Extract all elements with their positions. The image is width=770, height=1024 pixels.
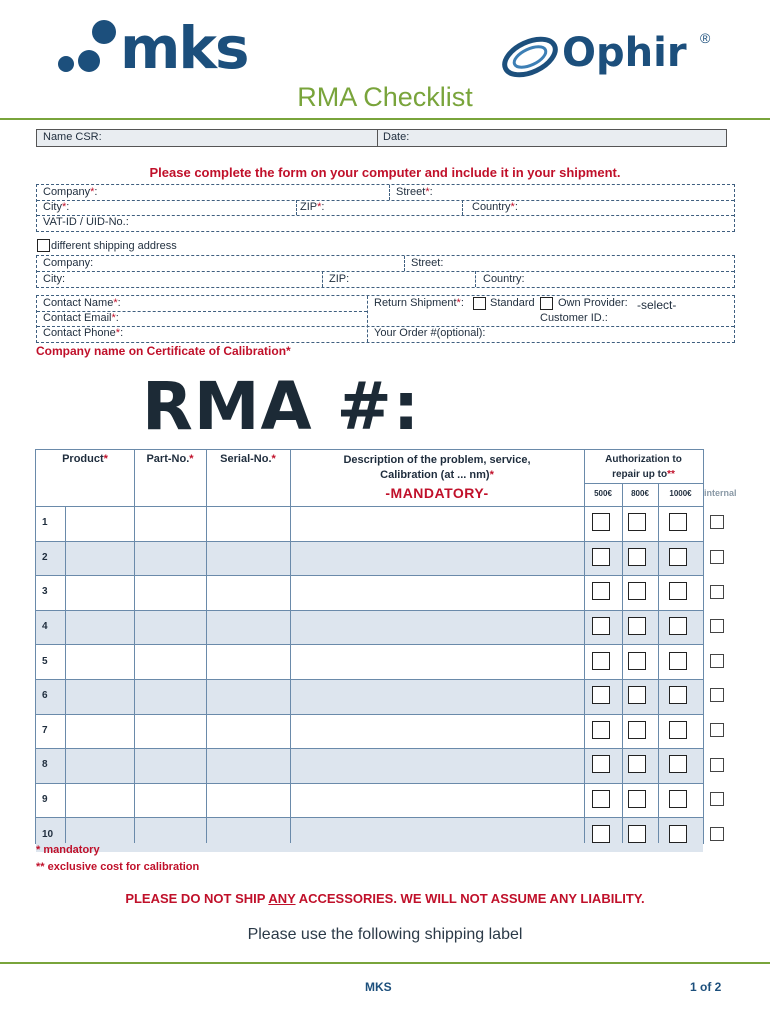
internal-checkbox[interactable]: [710, 619, 724, 633]
shipping-box: [36, 255, 735, 288]
row-number: 6: [42, 690, 48, 702]
return-shipment-label: Return Shipment*:: [374, 297, 464, 309]
own-provider-checkbox[interactable]: [540, 297, 553, 310]
provider-select[interactable]: -select-: [637, 298, 677, 312]
ship-city-field[interactable]: City:: [43, 273, 65, 285]
authorization-checkbox-800[interactable]: [628, 617, 646, 635]
row-number: 8: [42, 759, 48, 771]
authorization-checkbox-1000[interactable]: [669, 617, 687, 635]
row-number: 3: [42, 586, 48, 598]
authorization-checkbox-500[interactable]: [592, 790, 610, 808]
authorization-checkbox-800[interactable]: [628, 582, 646, 600]
address-box: [36, 184, 735, 232]
authorization-checkbox-1000[interactable]: [669, 582, 687, 600]
authorization-checkbox-1000[interactable]: [669, 790, 687, 808]
authorization-checkbox-800[interactable]: [628, 686, 646, 704]
internal-checkbox[interactable]: [710, 550, 724, 564]
company-field[interactable]: Company*:: [43, 186, 98, 198]
date-field[interactable]: Date:: [383, 131, 410, 143]
internal-checkbox[interactable]: [710, 723, 724, 737]
different-shipping-checkbox[interactable]: [37, 239, 50, 252]
authorization-checkbox-1000[interactable]: [669, 652, 687, 670]
footer-brand: MKS: [365, 980, 392, 994]
amount-1000-header: 1000€: [669, 489, 692, 498]
contact-email-field[interactable]: Contact Email*:: [43, 312, 119, 324]
footer-divider: [0, 962, 770, 964]
warning-text: PLEASE DO NOT SHIP ANY ACCESSORIES. WE WILL NOT ASSUME ANY LIABILITY.: [125, 891, 645, 906]
col-product-header: Product*: [62, 453, 108, 465]
ship-company-field[interactable]: Company:: [43, 257, 94, 269]
standard-label: Standard: [490, 297, 535, 309]
ship-street-field[interactable]: Street:: [411, 257, 444, 269]
authorization-checkbox-1000[interactable]: [669, 686, 687, 704]
page-title: RMA Checklist: [297, 82, 473, 112]
table-row: [36, 506, 703, 541]
ship-zip-field[interactable]: ZIP:: [329, 273, 350, 285]
internal-checkbox[interactable]: [710, 654, 724, 668]
mks-logo: [58, 14, 258, 82]
authorization-checkbox-800[interactable]: [628, 755, 646, 773]
zip-field[interactable]: ZIP*:: [300, 201, 325, 213]
authorization-checkbox-1000[interactable]: [669, 825, 687, 843]
authorization-checkbox-1000[interactable]: [669, 755, 687, 773]
internal-checkbox[interactable]: [710, 585, 724, 599]
col-part-header: Part-No.*: [146, 453, 194, 465]
vat-field[interactable]: VAT-ID / UID-No.:: [43, 216, 129, 228]
ophir-swirl-icon: [500, 32, 562, 82]
mks-wordmark: mks: [120, 14, 248, 82]
table-row: [36, 748, 703, 783]
amount-500-header: 500€: [594, 489, 612, 498]
row-number: 2: [42, 551, 48, 563]
col-serial-header: Serial-No.*: [220, 453, 276, 465]
amount-800-header: 800€: [631, 489, 649, 498]
contact-name-field[interactable]: Contact Name*:: [43, 297, 121, 309]
certificate-note: Company name on Certificate of Calibration*: [36, 344, 291, 358]
table-row: [36, 783, 703, 818]
country-field[interactable]: Country*:: [472, 201, 518, 213]
street-field[interactable]: Street*:: [396, 186, 433, 198]
row-number: 5: [42, 655, 48, 667]
authorization-header: Authorization to repair up to**: [605, 454, 682, 480]
table-row: [36, 575, 703, 610]
authorization-checkbox-500[interactable]: [592, 513, 610, 531]
internal-checkbox[interactable]: [710, 758, 724, 772]
authorization-checkbox-500[interactable]: [592, 686, 610, 704]
row-number: 4: [42, 621, 48, 633]
header-divider: [0, 118, 770, 120]
contact-box: [36, 295, 735, 343]
shipping-label-note: Please use the following shipping label: [247, 926, 523, 943]
authorization-checkbox-800[interactable]: [628, 721, 646, 739]
authorization-checkbox-500[interactable]: [592, 652, 610, 670]
mandatory-label: -MANDATORY-: [385, 485, 489, 501]
table-row: [36, 714, 703, 749]
ophir-wordmark: Ophir: [562, 30, 687, 76]
table-row: [36, 541, 703, 576]
row-number: 7: [42, 724, 48, 736]
row-number: 10: [42, 828, 54, 840]
ophir-logo: [500, 28, 730, 84]
authorization-checkbox-800[interactable]: [628, 825, 646, 843]
authorization-checkbox-800[interactable]: [628, 652, 646, 670]
standard-checkbox[interactable]: [473, 297, 486, 310]
ship-country-field[interactable]: Country:: [483, 273, 525, 285]
authorization-checkbox-500[interactable]: [592, 825, 610, 843]
csr-row: [36, 129, 727, 147]
col-description-header: Description of the problem, service, Calibration (at ... nm)*: [343, 454, 531, 481]
internal-checkbox[interactable]: [710, 792, 724, 806]
city-field[interactable]: City*:: [43, 201, 70, 213]
row-number: 9: [42, 794, 48, 806]
authorization-checkbox-500[interactable]: [592, 582, 610, 600]
internal-label: internal: [704, 488, 737, 498]
customer-id-field[interactable]: Customer ID.:: [540, 312, 608, 324]
authorization-checkbox-500[interactable]: [592, 548, 610, 566]
authorization-checkbox-800[interactable]: [628, 513, 646, 531]
order-number-field[interactable]: Your Order #(optional):: [374, 327, 486, 339]
authorization-checkbox-500[interactable]: [592, 721, 610, 739]
registered-mark: ®: [700, 30, 711, 46]
table-row: [36, 817, 703, 852]
authorization-checkbox-800[interactable]: [628, 790, 646, 808]
page-number: 1 of 2: [690, 980, 722, 994]
table-row: [36, 610, 703, 645]
authorization-checkbox-1000[interactable]: [669, 721, 687, 739]
own-provider-label: Own Provider:: [558, 297, 628, 309]
rma-number-heading: RMA #:: [142, 368, 421, 445]
row-number: 1: [42, 517, 48, 529]
authorization-checkbox-1000[interactable]: [669, 548, 687, 566]
product-table: [35, 449, 704, 844]
footnote-mandatory: * mandatory: [36, 844, 100, 856]
internal-checkbox[interactable]: [710, 827, 724, 841]
footnote-exclusive: ** exclusive cost for calibration: [36, 861, 200, 873]
name-csr-field[interactable]: Name CSR:: [43, 131, 102, 143]
authorization-checkbox-500[interactable]: [592, 755, 610, 773]
table-row: [36, 644, 703, 679]
internal-checkbox[interactable]: [710, 688, 724, 702]
authorization-checkbox-500[interactable]: [592, 617, 610, 635]
instruction-text: Please complete the form on your computer and include it in your shipment.: [149, 165, 621, 180]
different-shipping-label: different shipping address: [51, 240, 177, 252]
internal-checkbox[interactable]: [710, 515, 724, 529]
contact-phone-field[interactable]: Contact Phone*:: [43, 327, 124, 339]
authorization-checkbox-1000[interactable]: [669, 513, 687, 531]
table-row: [36, 679, 703, 714]
authorization-checkbox-800[interactable]: [628, 548, 646, 566]
